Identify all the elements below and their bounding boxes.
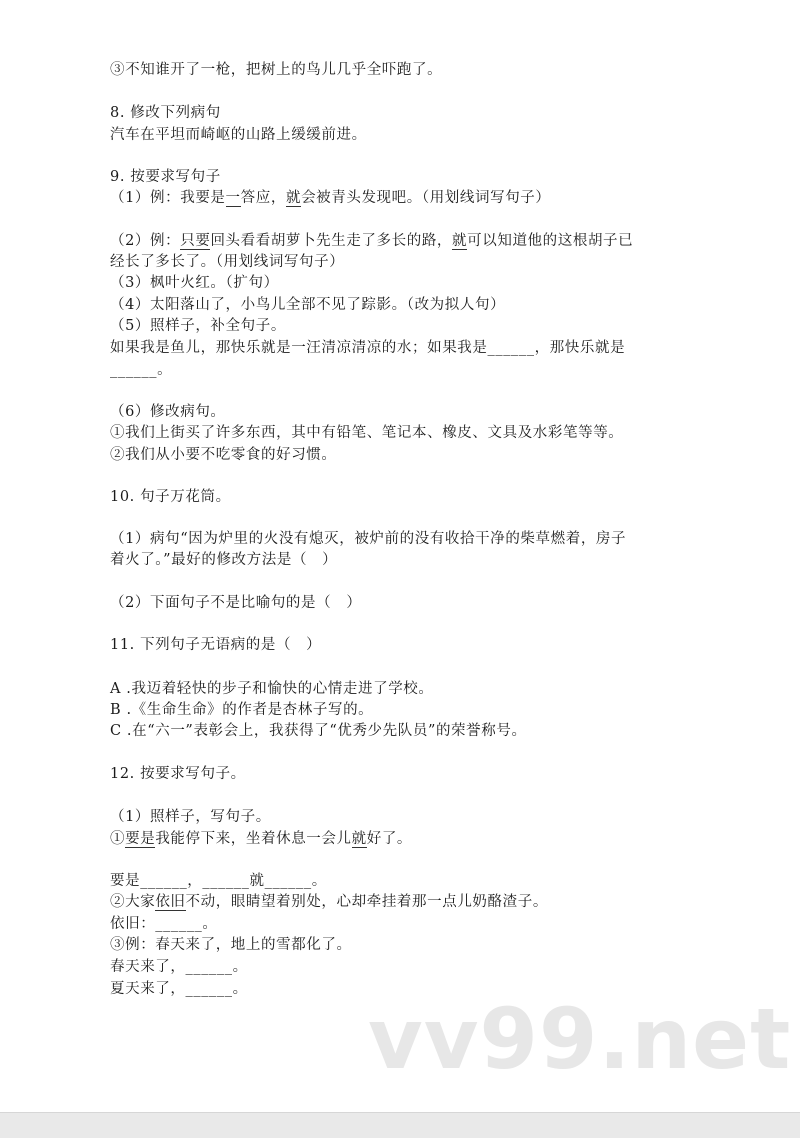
q8-title: 8. 修改下列病句 [110,105,221,121]
text: 会被青头发现吧。（用划线词写句子） [301,190,551,206]
q12-item2 [110,893,548,911]
q12-item1 [110,830,412,848]
q9-part6-item2: ②我们从小要不吃零食的好习惯。 [110,447,337,463]
q9-part2-cont: 经长了多长了。（用划线词写句子） [110,254,345,270]
q11-option-c: C .在“六一”表彰会上，我获得了“优秀少先队员”的荣誉称号。 [110,723,527,739]
q10-part2: （2）下面句子不是比喻句的是（ ） [110,595,362,611]
underlined-word: 要是 [125,831,156,847]
q9-title: 9. 按要求写句子 [110,169,221,185]
q10-part1-line1: （1）病句“因为炉里的火没有熄灭，被炉前的没有收拾干净的柴草燃着，房子 [110,531,627,547]
q9-part1 [110,189,551,207]
q12-item3-answer1: 春天来了，______。 [110,959,248,975]
q11-option-b: B .《生命生命》的作者是杏林子写的。 [110,702,374,718]
text: 好了。 [366,831,413,847]
q9-part5-line2: ______。 [110,362,173,378]
text: ① [110,831,126,847]
underlined-word: 依旧 [155,894,186,910]
q8-sentence: 汽车在平坦而崎岖的山路上缓缓前进。 [110,127,367,143]
underlined-word: 只要 [180,233,211,249]
underlined-word: 就 [285,190,302,206]
underlined-word: 就 [452,233,468,249]
q12-item3: ③例：春天来了，地上的雪都化了。 [110,937,352,953]
q12-item1-answer: 要是______，______就______。 [110,873,327,889]
text: ②大家 [110,894,156,910]
q12-item3-answer2: 夏天来了，______。 [110,981,248,997]
q11-option-a: A .我迈着轻快的步子和愉快的心情走进了学校。 [110,681,434,697]
q9-part5-line1: 如果我是鱼儿，那快乐就是一汪清凉清凉的水；如果我是______，那快乐就是 [110,340,626,356]
q12-part1: （1）照样子，写句子。 [110,809,271,825]
underlined-word: 就 [351,831,367,847]
q9-part6: （6）修改病句。 [110,404,226,420]
text: （2）例： [110,233,181,249]
q10-title: 10. 句子万花筒。 [110,489,231,505]
text: （1）例：我要是 [110,190,226,206]
q12-item2-answer: 依旧：______。 [110,916,218,932]
q11-title: 11. 下列句子无语病的是（ ） [110,637,322,653]
q9-part5: （5）照样子，补全句子。 [110,318,286,334]
q10-part1-line2: 着火了。”最好的修改方法是（ ） [110,552,338,568]
q9-part2 [110,232,633,250]
viewer-bottom-edge [0,1112,800,1138]
q9-part4: （4）太阳落山了，小鸟儿全部不见了踪影。（改为拟人句） [110,297,506,313]
text: 不动，眼睛望着别处，心却牵挂着那一点儿奶酪渣子。 [185,894,548,910]
text: 答应， [240,190,286,206]
watermark: vv99.net [368,990,792,1088]
underlined-word: 一 [225,190,241,206]
text: 回头看看胡萝卜先生走了多长的路， [210,233,453,249]
text: 可以知道他的这根胡子已 [467,233,634,249]
q7-item3: ③不知谁开了一枪，把树上的鸟儿几乎全吓跑了。 [110,62,443,78]
text: 我能停下来，坐着休息一会儿 [155,831,352,847]
q9-part3: （3）枫叶火红。（扩句） [110,275,279,291]
q9-part6-item1: ①我们上街买了许多东西，其中有铅笔、笔记本、橡皮、文具及水彩笔等等。 [110,425,624,441]
q12-title: 12. 按要求写句子。 [110,766,246,782]
